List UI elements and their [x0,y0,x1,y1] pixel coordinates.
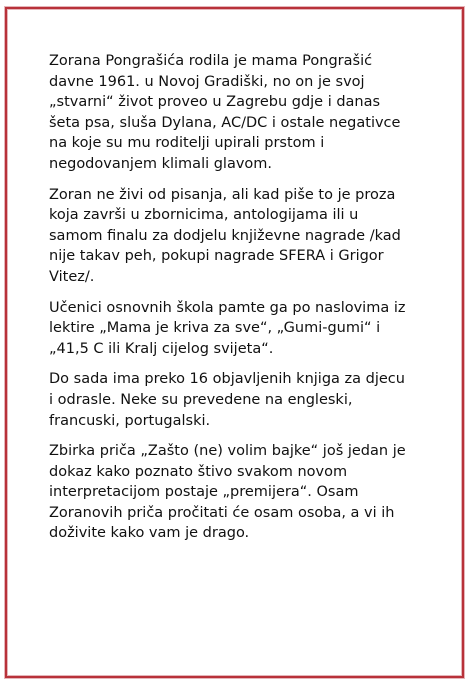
paragraph-collection: Zbirka priča „Zašto (ne) volim bajke“ još jedan je dokaz kako poznato štivo svakom novom interpretacijom postaje „premijera“. Osam Zoranovih priča pročitati će osam osoba, a vi ih doživite kako vam je drago. [49,443,406,542]
paragraph-school-titles: Učenici osnovnih škola pamte ga po naslovima iz lektire „Mama je kriva za sve“, „Gumi-gumi“ i „41,5 C ili Kralj cijelog svijeta“. [49,299,406,357]
paragraph-publications: Do sada ima preko 16 objavljenih knjiga za djecu i odrasle. Neke su prevedene na engleski, francuski, portugalski. [49,371,405,429]
paragraph-birth: Zorana Pongrašića rodila je mama Pongrašić davne 1961. u Novoj Gradiški, no on je svoj „stvarni“ život proveo u Zagrebu gdje i danas šeta psa, sluša Dylana, AC/DC i ostale negativce na koje su mu roditelji upirali prstom i negodovanjem klimali glavom. [49,53,401,172]
author-bio [49,51,439,554]
paragraph-writing: Zoran ne živi od pisanja, ali kad piše to je proza koja završi u zbornicima, antologijama ili u samom finalu za dodjelu književne nagrade /kad nije takav peh, pokupi nagrade SFERA i Grigor Vitez/. [49,186,401,285]
